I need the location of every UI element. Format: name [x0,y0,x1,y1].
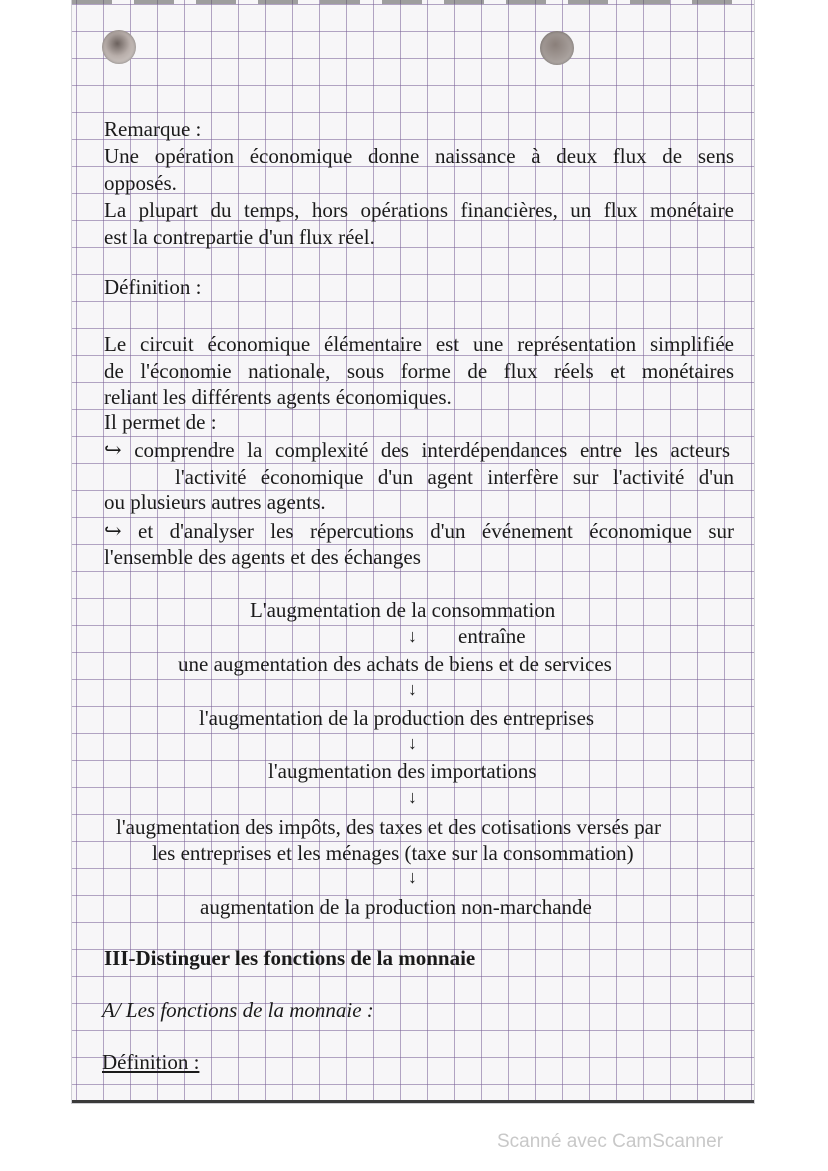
remarque-heading: Remarque : [104,117,202,141]
chain-step-3: l'augmentation de la production des entreprises [199,706,595,730]
definition-bullet-1: ↪ comprendre la complexité des interdépendances entre les acteurs [104,438,730,462]
remarque-line-1: Une opération économique donne naissance à deux flux de sens [104,144,734,168]
section-3-subtitle: A/ Les fonctions de la monnaie : [102,998,374,1022]
definition-bullet-1-sub-1: l'activité économique d'un agent interfère sur l'activité d'un [175,465,734,489]
definition-heading: Définition : [104,275,202,299]
down-arrow-icon: ↓ [408,867,417,887]
camscanner-watermark: Scanné avec CamScanner [497,1131,724,1152]
down-arrow-icon: ↓ [408,679,417,699]
section-3-title: III-Distinguer les fonctions de la monnaie [104,946,476,970]
chain-step-5b: les entreprises et les ménages (taxe sur la consommation) [152,841,634,865]
definition-line-3: reliant les différents agents économiques. [104,385,452,409]
chain-step-4: l'augmentation des importations [268,759,537,783]
chain-link-label: entraîne [458,624,526,648]
chain-step-2: une augmentation des achats de biens et de services [178,652,612,676]
definition-line-4: Il permet de : [104,410,217,434]
torn-top-edge [72,0,754,4]
down-arrow-icon: ↓ [408,733,417,753]
definition-line-2: de l'économie nationale, sous forme de flux réels et monétaires [104,359,734,383]
down-arrow-icon: ↓ [408,626,417,646]
punch-hole-left [102,30,136,64]
remarque-line-3: La plupart du temps, hors opérations financières, un flux monétaire [104,198,734,222]
chain-step-5a: l'augmentation des impôts, des taxes et des cotisations versés par [116,815,661,839]
remarque-line-2: opposés. [104,171,177,195]
chain-step-6: augmentation de la production non-marchande [200,895,592,919]
definition-bullet-1-sub-2: ou plusieurs autres agents. [104,490,326,514]
remarque-line-4: est la contrepartie d'un flux réel. [104,225,375,249]
definition-bullet-2: ↪ et d'analyser les répercutions d'un événement économique sur [104,519,734,543]
chain-step-1: L'augmentation de la consommation [250,598,556,622]
definition-line-1: Le circuit économique élémentaire est une représentation simplifiée [104,332,734,356]
section-3-definition-heading: Définition : [102,1050,200,1074]
definition-bullet-2-cont: l'ensemble des agents et des échanges [104,545,421,569]
down-arrow-icon: ↓ [408,787,417,807]
punch-hole-right [540,31,574,65]
